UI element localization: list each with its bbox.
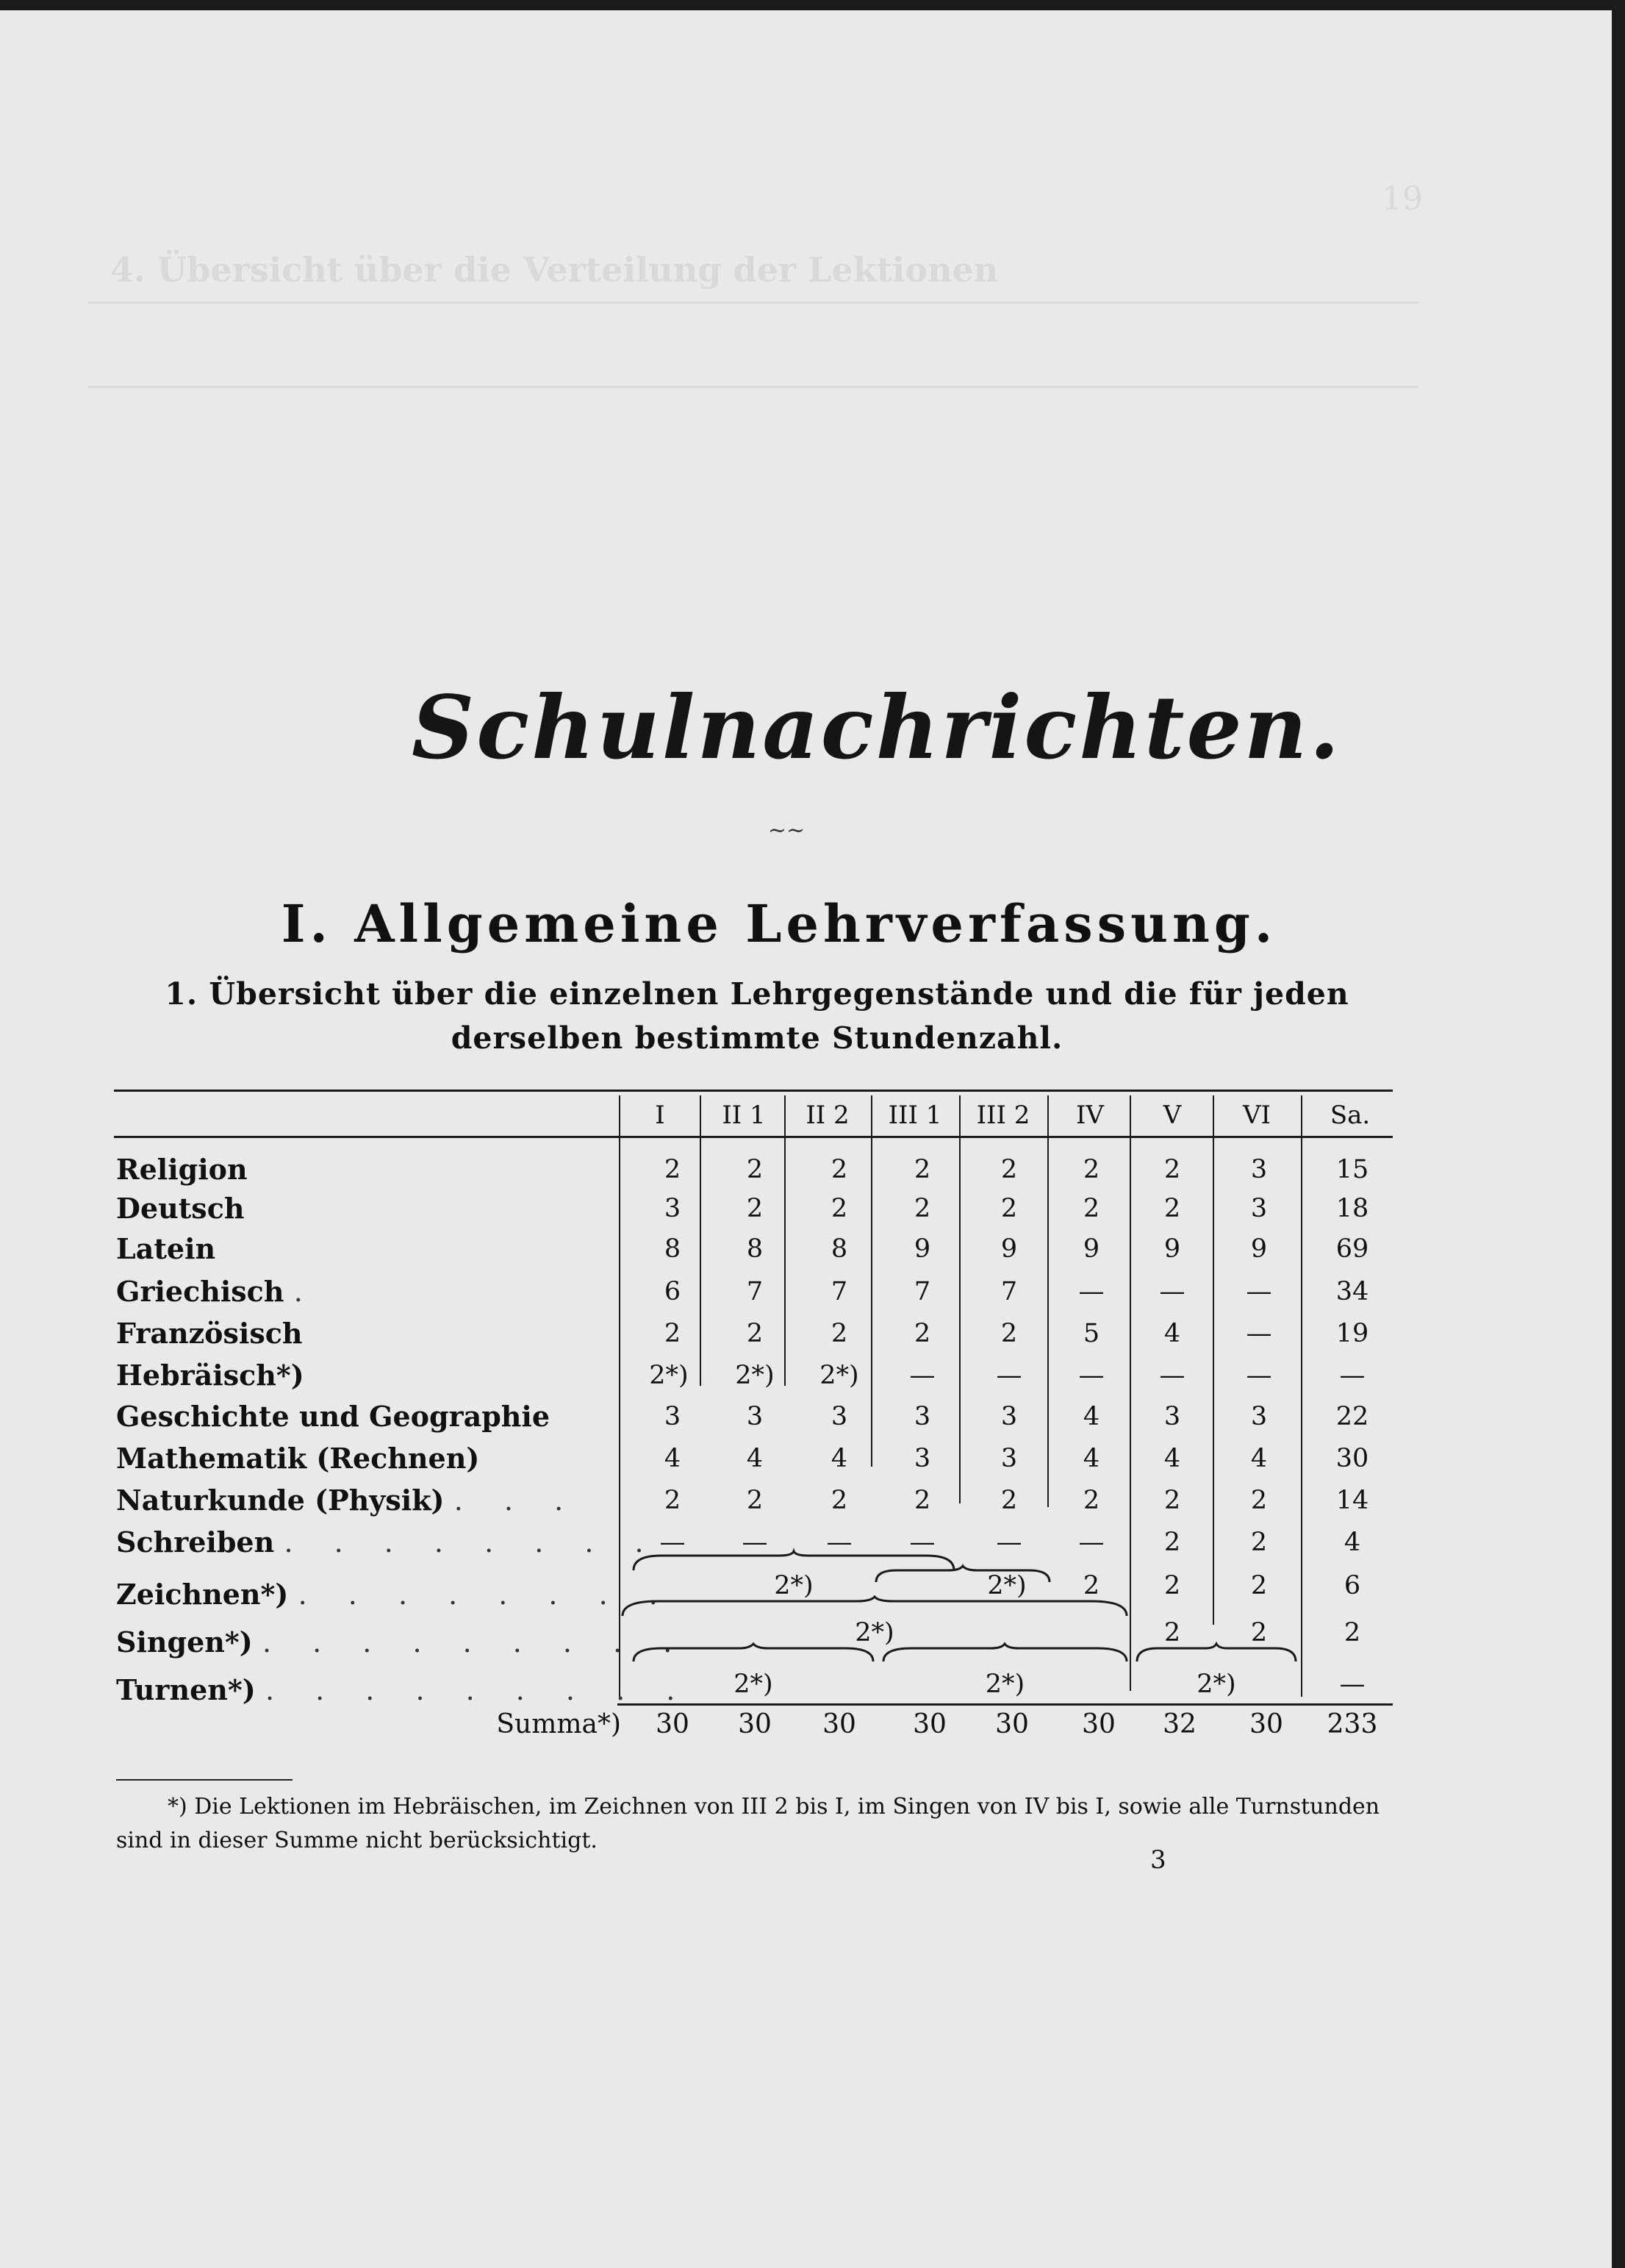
summa-cell: 30 bbox=[738, 1709, 772, 1739]
subject-label bbox=[116, 1437, 616, 1480]
bleed-through-title: 4. Übersicht über die Verteilung der Lektionen bbox=[110, 250, 999, 290]
table-cell: — bbox=[659, 1528, 686, 1557]
table-cell: 5 bbox=[1083, 1319, 1100, 1348]
brace-value: 2*) bbox=[733, 1670, 773, 1699]
table-cell: 2 bbox=[664, 1155, 681, 1184]
table-cell: 2 bbox=[1250, 1486, 1268, 1515]
subject-label bbox=[116, 1228, 616, 1270]
column-header: II 2 bbox=[806, 1101, 850, 1130]
subject-label bbox=[116, 1573, 674, 1616]
subject-label bbox=[116, 1621, 689, 1664]
table-cell: 2 bbox=[746, 1319, 764, 1348]
table-cell: — bbox=[1246, 1361, 1272, 1390]
table-cell: — bbox=[1078, 1528, 1105, 1557]
summa-cell: 30 bbox=[913, 1709, 947, 1739]
summa-cell: 233 bbox=[1327, 1709, 1378, 1739]
column-header: IV bbox=[1076, 1101, 1104, 1130]
subject-name: Griechisch bbox=[116, 1275, 284, 1308]
table-cell: 4 bbox=[1083, 1402, 1100, 1431]
table-cell: 8 bbox=[831, 1234, 848, 1264]
table-cell: 2 bbox=[1000, 1486, 1018, 1515]
subject-name: Französisch bbox=[116, 1317, 303, 1350]
table-cell: 2 bbox=[831, 1486, 848, 1515]
table-cell: 3 bbox=[914, 1402, 931, 1431]
table-cell: 2 bbox=[914, 1486, 931, 1515]
table-cell: 8 bbox=[746, 1234, 764, 1264]
summa-cell: 30 bbox=[1082, 1709, 1116, 1739]
subject-name: Latein bbox=[116, 1232, 216, 1265]
table-cell: 2 bbox=[1250, 1528, 1268, 1557]
leader-dots: . . . . . . . . bbox=[284, 1526, 660, 1559]
brace bbox=[1136, 1644, 1297, 1664]
subsection-heading: 1. Übersicht über die einzelnen Lehrgegenstände und die für jeden derselben bestimmte Stundenzahl. bbox=[165, 976, 1349, 1056]
table-cell: 3 bbox=[746, 1402, 764, 1431]
table-cell: — bbox=[996, 1528, 1022, 1557]
summa-label: Summa*) bbox=[496, 1709, 621, 1739]
table-cell: 3 bbox=[914, 1444, 931, 1473]
table-cell: 2 bbox=[831, 1155, 848, 1184]
table-cell: 2 bbox=[746, 1155, 764, 1184]
subject-label bbox=[116, 1479, 616, 1522]
table-cell: — bbox=[826, 1528, 853, 1557]
table-cell: 6 bbox=[664, 1277, 681, 1306]
brace-value: 2*) bbox=[855, 1618, 894, 1648]
leader-dots: . . . . . . . . bbox=[298, 1578, 674, 1611]
table-cell: 2*) bbox=[735, 1361, 775, 1390]
table-cell: 4 bbox=[1083, 1444, 1100, 1473]
table-cell: 7 bbox=[746, 1277, 764, 1306]
subject-name: Zeichnen*) bbox=[116, 1578, 289, 1611]
table-cell: 2 bbox=[831, 1319, 848, 1348]
summa-cell: 30 bbox=[1249, 1709, 1283, 1739]
subject-label bbox=[116, 1521, 660, 1564]
table-cell: 7 bbox=[1000, 1277, 1018, 1306]
table-cell: 9 bbox=[1083, 1234, 1100, 1264]
table-cell: 2 bbox=[664, 1486, 681, 1515]
table-cell: 3 bbox=[664, 1402, 681, 1431]
table-cell: 69 bbox=[1335, 1234, 1369, 1264]
summa-cell: 30 bbox=[995, 1709, 1029, 1739]
table-cell: 2 bbox=[1163, 1571, 1181, 1600]
table-cell: 2 bbox=[1083, 1571, 1100, 1600]
column-separator bbox=[1301, 1095, 1302, 1697]
table-cell: 3 bbox=[1250, 1402, 1268, 1431]
column-header: V bbox=[1163, 1101, 1182, 1130]
table-cell: 2 bbox=[1000, 1155, 1018, 1184]
table-cell: 2 bbox=[1163, 1486, 1181, 1515]
subject-label bbox=[116, 1312, 616, 1355]
table-cell: 2 bbox=[1344, 1618, 1361, 1648]
table-cell: 4 bbox=[1344, 1528, 1361, 1557]
table-cell: 3 bbox=[1163, 1402, 1181, 1431]
subject-label bbox=[116, 1395, 616, 1438]
table-cell: 9 bbox=[1250, 1234, 1268, 1264]
column-header: II 1 bbox=[722, 1101, 766, 1130]
table-cell: 15 bbox=[1335, 1155, 1369, 1184]
subject-name: Geschichte und Geographie bbox=[116, 1400, 550, 1433]
table-cell: 2 bbox=[1163, 1528, 1181, 1557]
bleed-through-rule bbox=[88, 301, 1418, 304]
table-cell: 34 bbox=[1335, 1277, 1369, 1306]
table-top-rule bbox=[114, 1090, 1393, 1092]
table-cell: 2 bbox=[914, 1319, 931, 1348]
table-cell: — bbox=[909, 1528, 936, 1557]
table-cell: 2 bbox=[1083, 1486, 1100, 1515]
summa-cell: 30 bbox=[822, 1709, 856, 1739]
table-cell: 2 bbox=[914, 1155, 931, 1184]
table-cell: — bbox=[1246, 1319, 1272, 1348]
brace bbox=[632, 1644, 875, 1664]
column-header: III 1 bbox=[888, 1101, 942, 1130]
table-cell: 3 bbox=[831, 1402, 848, 1431]
table-cell: — bbox=[1339, 1670, 1366, 1699]
table-cell: 2 bbox=[1163, 1618, 1181, 1648]
leader-dots: . . . . . . . . . bbox=[262, 1626, 689, 1659]
table-cell: 18 bbox=[1335, 1194, 1369, 1223]
subject-name: Schreiben bbox=[116, 1525, 275, 1559]
page-title: Schulnachrichten. bbox=[412, 676, 1342, 779]
table-cell: 30 bbox=[1335, 1444, 1369, 1473]
table-cell: — bbox=[742, 1528, 768, 1557]
page-number: 3 bbox=[1150, 1845, 1166, 1875]
table-cell: 2 bbox=[1250, 1571, 1268, 1600]
table-cell: 4 bbox=[1163, 1319, 1181, 1348]
table-cell: 3 bbox=[1000, 1444, 1018, 1473]
table-cell: — bbox=[996, 1361, 1022, 1390]
table-cell: 3 bbox=[1250, 1155, 1268, 1184]
table-cell: — bbox=[1078, 1361, 1105, 1390]
table-header-rule bbox=[114, 1136, 1393, 1138]
section-heading: I. Allgemeine Lehrverfassung. bbox=[281, 893, 1277, 954]
leader-dots: . . . . . . . . . bbox=[265, 1674, 692, 1706]
scan-edge-right bbox=[1612, 0, 1625, 2268]
summa-cell: 32 bbox=[1163, 1709, 1197, 1739]
subject-label bbox=[116, 1354, 616, 1397]
table-cell: 2 bbox=[1163, 1155, 1181, 1184]
table-cell: 2 bbox=[1083, 1194, 1100, 1223]
table-cell: 2*) bbox=[649, 1361, 689, 1390]
table-cell: 22 bbox=[1335, 1402, 1369, 1431]
table-cell: 4 bbox=[1250, 1444, 1268, 1473]
column-header: VI bbox=[1243, 1101, 1271, 1130]
table-cell: 4 bbox=[1163, 1444, 1181, 1473]
table-cell: 2 bbox=[831, 1194, 848, 1223]
column-header: III 2 bbox=[976, 1101, 1030, 1130]
subject-name: Deutsch bbox=[116, 1192, 245, 1225]
table-cell: 7 bbox=[914, 1277, 931, 1306]
summa-cell: 30 bbox=[656, 1709, 689, 1739]
table-cell: 3 bbox=[1000, 1402, 1018, 1431]
column-header: I bbox=[655, 1101, 665, 1130]
subject-name: Religion bbox=[116, 1153, 248, 1186]
table-cell: 2 bbox=[1083, 1155, 1100, 1184]
leader-dots: . . . bbox=[453, 1484, 580, 1517]
subject-label bbox=[116, 1669, 692, 1711]
subject-label bbox=[116, 1148, 616, 1191]
subject-name: Naturkunde (Physik) bbox=[116, 1484, 445, 1517]
column-header: Sa. bbox=[1330, 1101, 1371, 1130]
table-cell: 4 bbox=[664, 1444, 681, 1473]
brace bbox=[882, 1644, 1128, 1664]
subject-name: Turnen*) bbox=[116, 1673, 256, 1706]
table-cell: 2 bbox=[746, 1486, 764, 1515]
brace-value: 2*) bbox=[985, 1670, 1025, 1699]
bleed-through-rule bbox=[88, 386, 1418, 388]
table-cell: 2 bbox=[1000, 1194, 1018, 1223]
table-cell: 14 bbox=[1335, 1486, 1369, 1515]
table-cell: 9 bbox=[914, 1234, 931, 1264]
table-cell: — bbox=[1159, 1277, 1185, 1306]
subject-name: Mathematik (Rechnen) bbox=[116, 1442, 480, 1475]
column-separator bbox=[1213, 1095, 1214, 1625]
table-cell: 7 bbox=[831, 1277, 848, 1306]
table-cell: 2 bbox=[746, 1194, 764, 1223]
table-cell: 19 bbox=[1335, 1319, 1369, 1348]
subject-name: Singen*) bbox=[116, 1625, 253, 1659]
table-cell: 2 bbox=[914, 1194, 931, 1223]
table-cell: — bbox=[909, 1361, 936, 1390]
footnote-rule bbox=[116, 1779, 293, 1781]
table-cell: — bbox=[1339, 1361, 1366, 1390]
title-ornament: ~~ bbox=[767, 818, 806, 843]
table-cell: 6 bbox=[1344, 1571, 1361, 1600]
table-cell: 3 bbox=[1250, 1194, 1268, 1223]
table-cell: 9 bbox=[1163, 1234, 1181, 1264]
leader-dots: . bbox=[293, 1276, 319, 1308]
footnote: *) Die Lektionen im Hebräischen, im Zeichnen von III 2 bis I, im Singen von IV bis I, sowie alle Turnstunden sind in dieser Summe nicht berücksichtigt. bbox=[116, 1794, 1380, 1853]
table-cell: 2*) bbox=[819, 1361, 859, 1390]
table-cell: 8 bbox=[664, 1234, 681, 1264]
table-cell: 2 bbox=[1000, 1319, 1018, 1348]
table-cell: 2 bbox=[1250, 1618, 1268, 1648]
brace-value: 2*) bbox=[774, 1571, 814, 1600]
table-cell: 9 bbox=[1000, 1234, 1018, 1264]
table-cell: 3 bbox=[664, 1194, 681, 1223]
table-cell: 2 bbox=[664, 1319, 681, 1348]
table-cell: 4 bbox=[831, 1444, 848, 1473]
table-cell: — bbox=[1246, 1277, 1272, 1306]
bleed-through-page-number: 19 bbox=[1382, 180, 1423, 218]
table-cell: — bbox=[1159, 1361, 1185, 1390]
brace-value: 2*) bbox=[987, 1571, 1027, 1600]
table-cell: — bbox=[1078, 1277, 1105, 1306]
subject-label bbox=[116, 1270, 616, 1313]
table-cell: 2 bbox=[1163, 1194, 1181, 1223]
brace-value: 2*) bbox=[1197, 1670, 1236, 1699]
subject-name: Hebräisch*) bbox=[116, 1359, 304, 1392]
subject-label bbox=[116, 1187, 616, 1230]
table-cell: 4 bbox=[746, 1444, 764, 1473]
scan-edge-top bbox=[0, 0, 1625, 10]
